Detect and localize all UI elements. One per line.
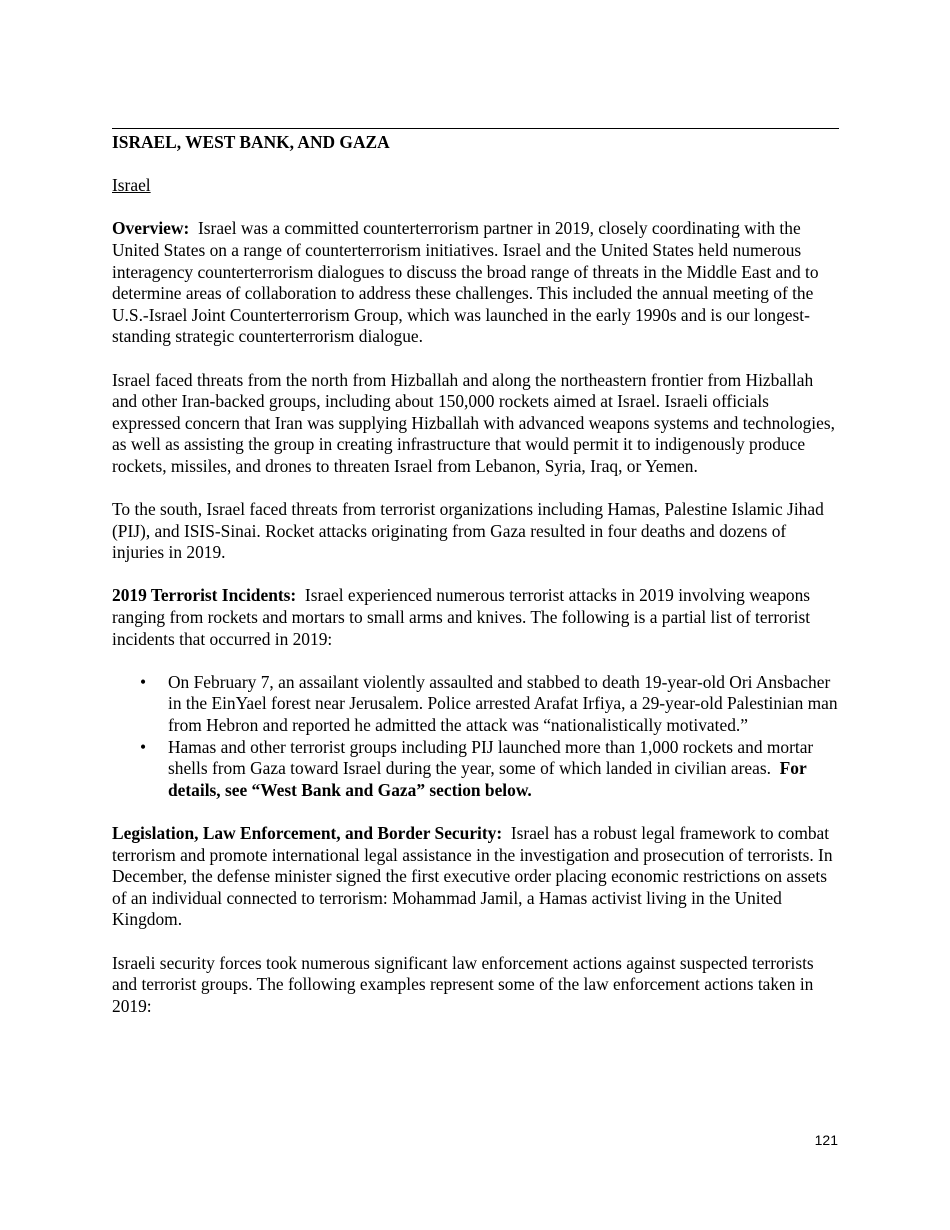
header-rule bbox=[112, 128, 839, 129]
list-item bbox=[140, 671, 839, 737]
list-item bbox=[140, 736, 839, 802]
legislation-paragraph bbox=[112, 823, 839, 931]
document-body bbox=[112, 132, 839, 1017]
threats-north-paragraph: Israel faced threats from the north from Hizballah and along the northeastern frontier from Hizballah and other Iran-backed groups, including about 150,000 rockets aimed at Israel. Israeli officials expressed concern that Iran was supplying Hizballah with advanced weapons systems and technologies, as well as assisting the group in creating infrastructure that would permit it to indigenously produce rockets, missiles, and drones to threaten Israel from Lebanon, Syria, Iraq, or Yemen. bbox=[112, 369, 835, 476]
legislation-label: Legislation, Law Enforcement, and Border Security: bbox=[112, 823, 503, 843]
incidents-label: 2019 Terrorist Incidents: bbox=[112, 585, 297, 606]
incidents-paragraph bbox=[112, 585, 839, 650]
list-item-bold-note: For details, see “West Bank and Gaza” section below. bbox=[168, 758, 807, 800]
bullet-icon: • bbox=[140, 671, 147, 692]
section-title: ISRAEL, WEST BANK, AND GAZA bbox=[112, 132, 390, 152]
list-item-text: Hamas and other terrorist groups including PIJ launched more than 1,000 rockets and mortar shells from Gaza toward Israel during the year, some of which landed in civilian areas. bbox=[168, 736, 814, 779]
overview-paragraph bbox=[112, 218, 839, 348]
incidents-text: Israel experienced numerous terrorist attacks in 2019 involving weapons ranging from rockets and mortars to small arms and knives. The following is a partial list of terrorist incidents that occurred in 2019: bbox=[112, 585, 811, 649]
page-number: 121 bbox=[814, 1132, 838, 1148]
overview-label: Overview: bbox=[112, 218, 190, 239]
threats-south-paragraph: To the south, Israel faced threats from terrorist organizations including Hamas, Palestine Islamic Jihad (PIJ), and ISIS-Sinai. Rocket attacks originating from Gaza resulted in four deaths and dozens of injuries in 2019. bbox=[112, 499, 824, 563]
bullet-icon: • bbox=[140, 736, 147, 757]
legislation-text: Israel has a robust legal framework to combat terrorism and promote international legal assistance in the investigation and prosecution of terrorists. In December, the defense minister signed the first executive order placing economic restrictions on assets of an individual connected to terrorism: Mohammad Jamil, a Hamas activist living in the United Kingdom. bbox=[112, 823, 833, 930]
incidents-list bbox=[112, 672, 839, 802]
law-enforcement-paragraph: Israeli security forces took numerous significant law enforcement actions against suspected terrorists and terrorist groups. The following examples represent some of the law enforcement actions taken in 2019: bbox=[112, 952, 814, 1016]
country-subheading: Israel bbox=[112, 175, 151, 196]
list-item-text: On February 7, an assailant violently assaulted and stabbed to death 19-year-old Ori Ansbacher in the EinYael forest near Jerusalem. Police arrested Arafat Irfiya, a 29-year-old Palestinian man from Hebron and reported he admitted the attack was “nationalistically motivated.” bbox=[168, 671, 838, 736]
overview-text: Israel was a committed counterterrorism partner in 2019, closely coordinating with the United States on a range of counterterrorism initiatives. Israel and the United States held numerous interagency counterterrorism dialogues to discuss the broad range of threats in the Middle East and to determine areas of collaboration to address these challenges. This included the annual meeting of the U.S.-Israel Joint Counterterrorism Group, which was launched in the early 1990s and is our longest-standing strategic counterterrorism dialogue. bbox=[112, 218, 819, 347]
